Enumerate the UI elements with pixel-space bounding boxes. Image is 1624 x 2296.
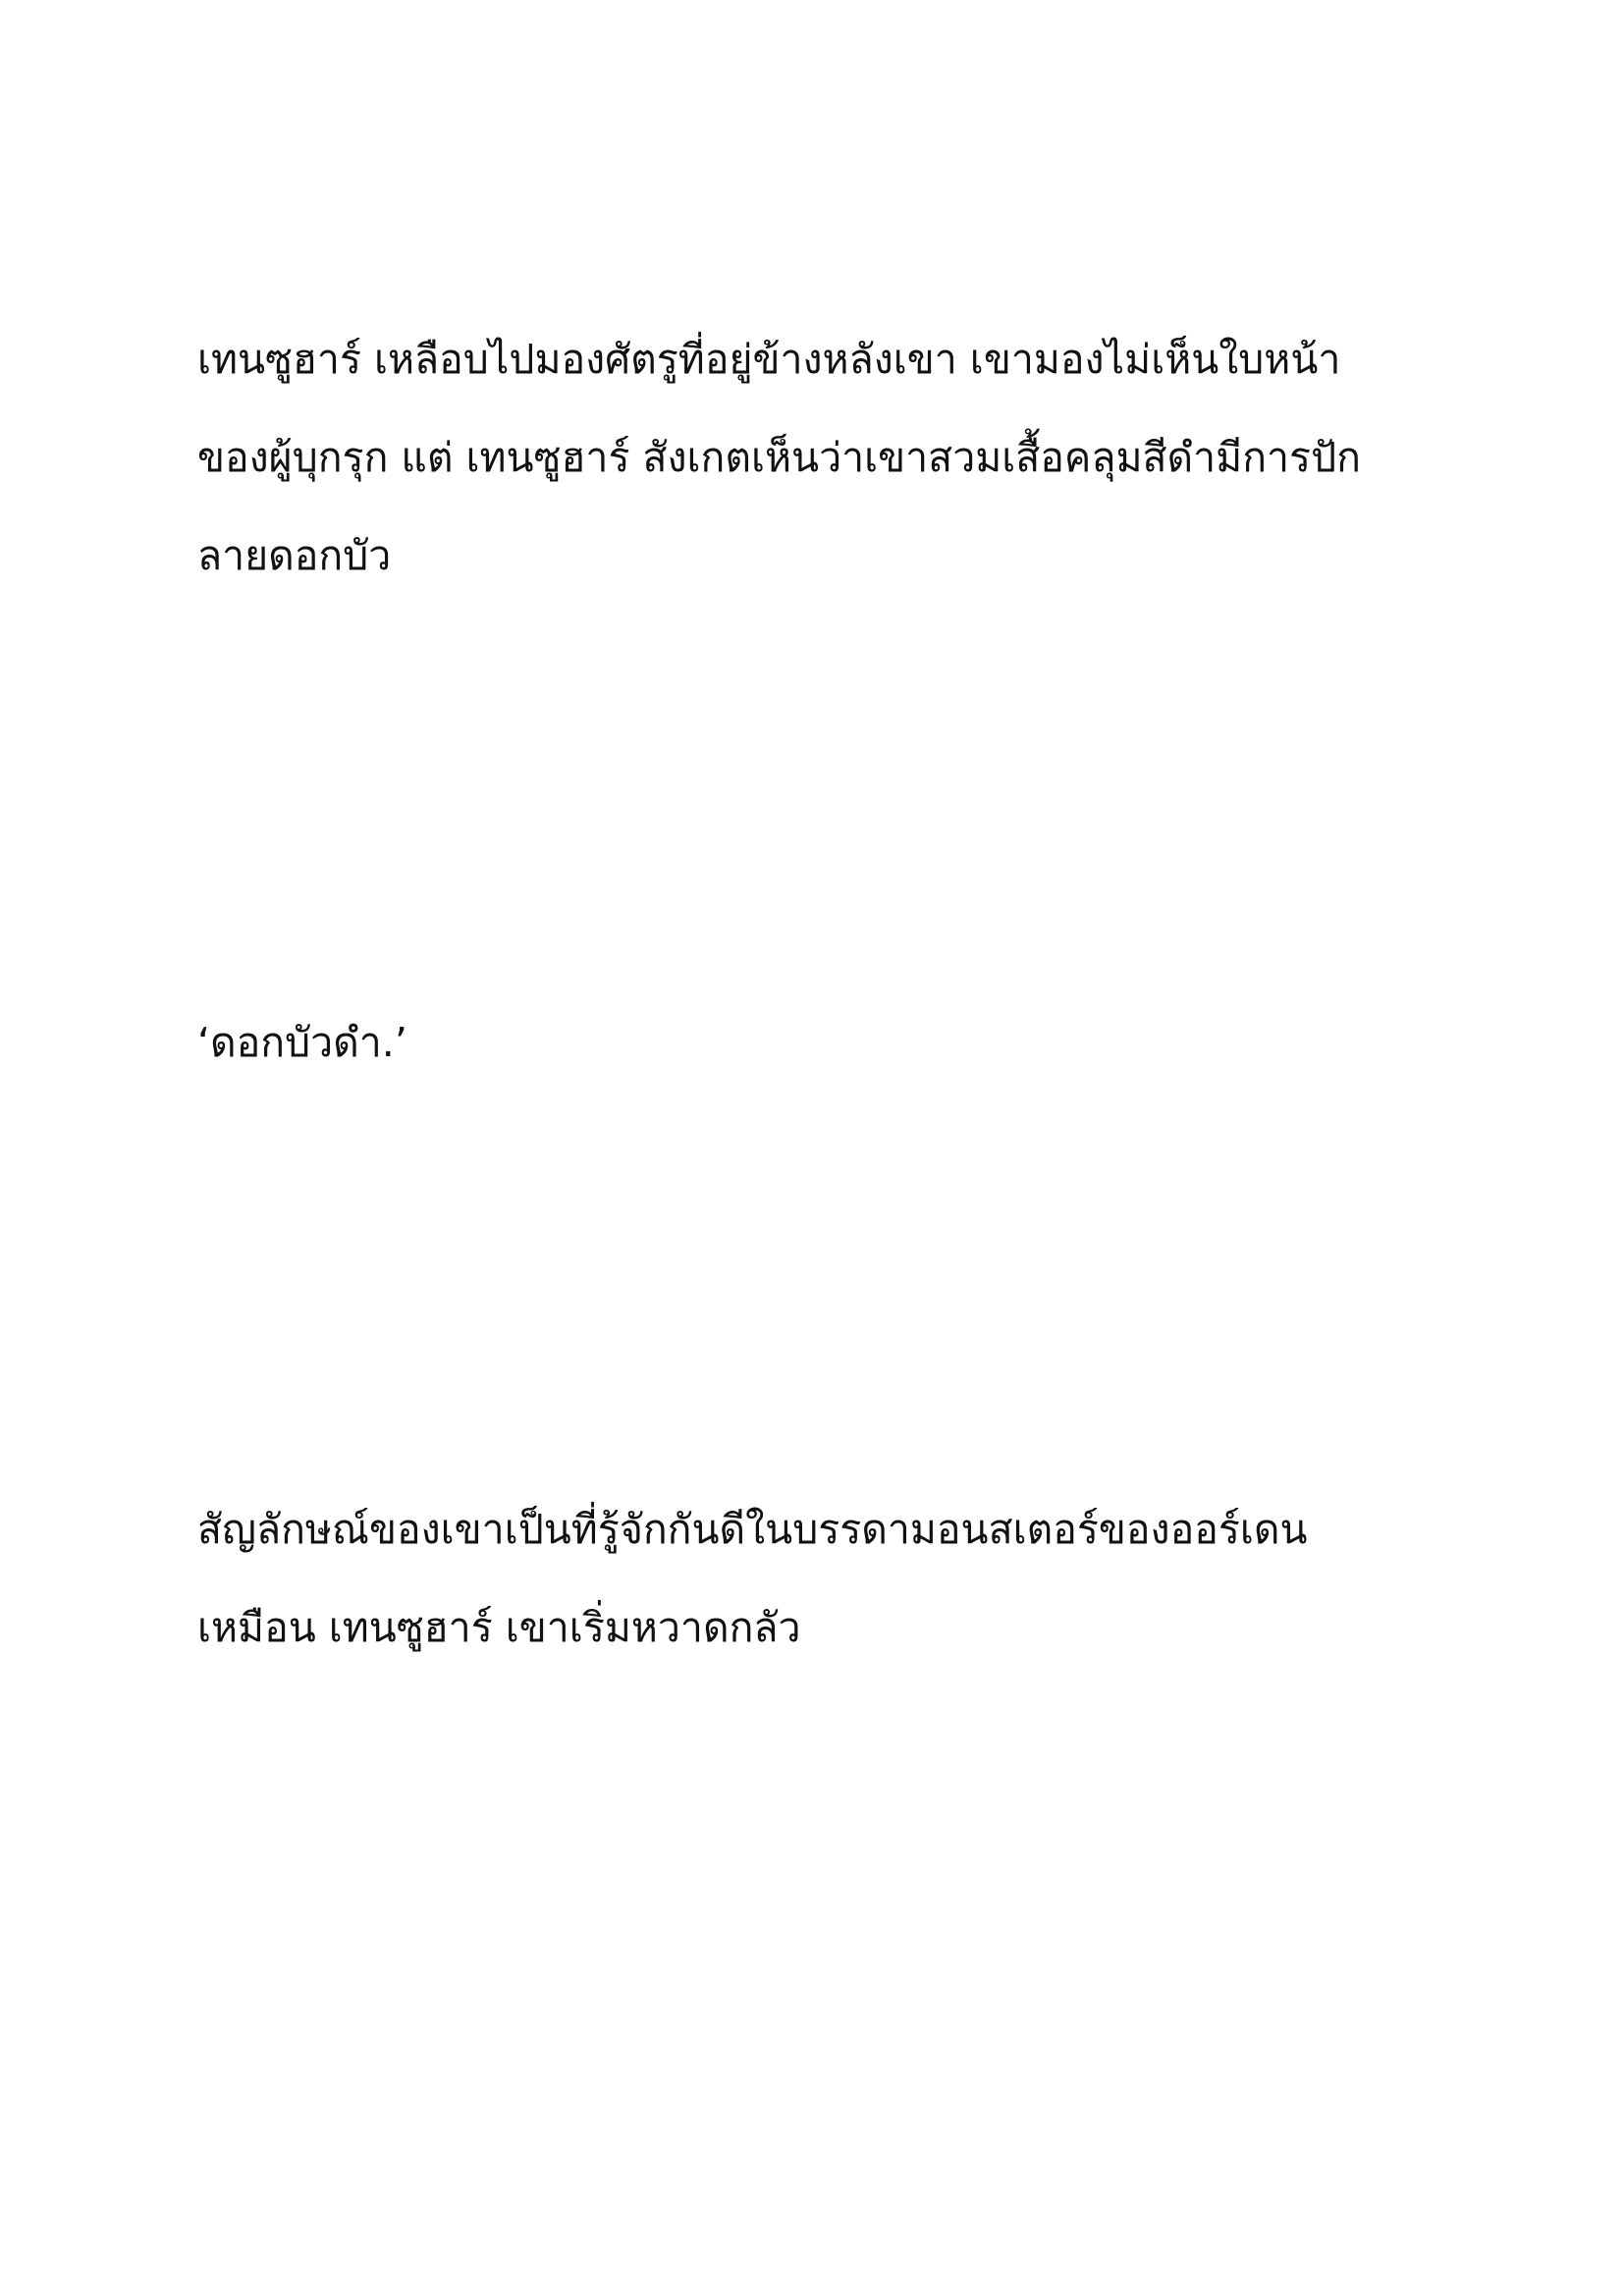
paragraph-line: เทนซูฮาร์ เหลือบไปมองศัตรูที่อยู่ข้างหลังเขา เขามองไม่เห็นใบหน้า xyxy=(197,336,1341,383)
paragraph-line: เหมือน เทนซูฮาร์ เขาเริ่มหวาดกลัว xyxy=(197,1604,801,1651)
paragraph-line: สัญลักษณ์ของเขาเป็นที่รู้จักกันดีในบรรดามอนสเตอร์ของออร์เดน xyxy=(197,1506,1308,1553)
paragraph-line: ลายดอกบัว xyxy=(197,532,392,579)
paragraph-line: ‘ดอกบัวดำ.’ xyxy=(197,1019,407,1066)
paragraph-line: ของผู้บุกรุก แต่ เทนซูฮาร์ สังเกตเห็นว่าเขาสวมเสื้อคลุมสีดำมีการปัก xyxy=(197,434,1361,481)
